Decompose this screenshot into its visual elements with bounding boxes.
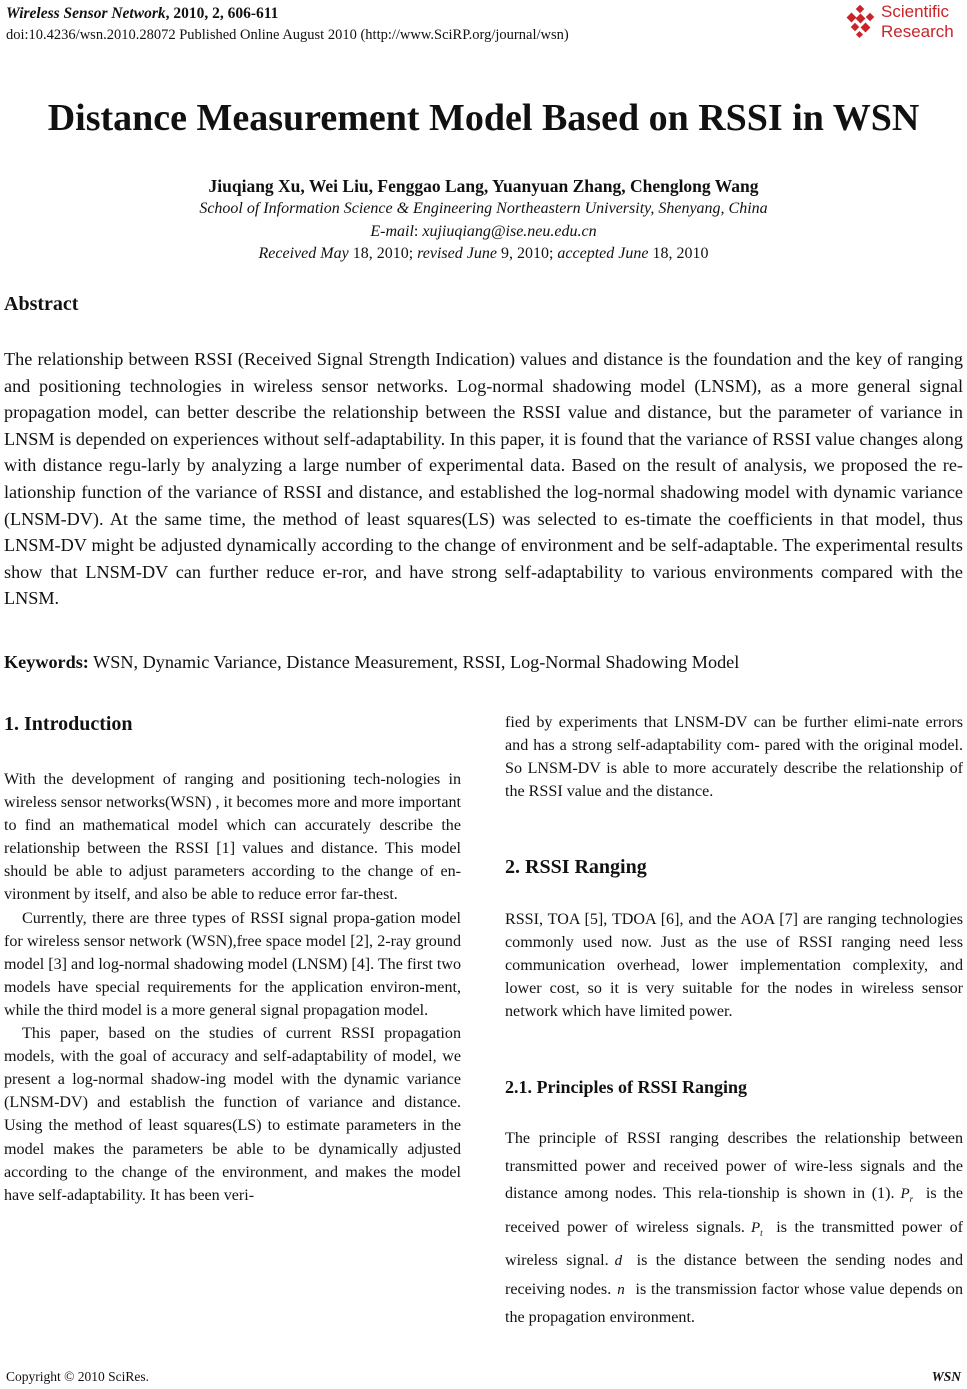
symbol-d: d: [614, 1253, 623, 1269]
section-2-heading: 2. RSSI Ranging: [505, 856, 647, 878]
logo-line-2: Research: [881, 22, 954, 41]
email-separator: :: [413, 223, 423, 240]
page-header: [6, 4, 961, 50]
accepted-label: accepted June: [557, 245, 649, 262]
symbol-pt-sub: t: [760, 1227, 763, 1238]
right-column-rssi: [505, 908, 963, 1023]
intro-paragraph-2: Currently, there are three types of RSSI signal propa-gation model for wireless sensor network (WSN),free space model [2], 2-ray ground model [3] and log-normal shadowing model (LNSM) [4]. The first two models have special requirements for the application environ-ment, while the third model is a more general signal propagation model.: [4, 909, 461, 1019]
journal-issue: , 2010, 2, 606-611: [165, 5, 279, 22]
principles-text-d: is the distance between the sending nodes and receiving nodes.: [505, 1252, 963, 1298]
section-2-1-heading: 2.1. Principles of RSSI Ranging: [505, 1077, 748, 1097]
intro-paragraph-3: This paper, based on the studies of current RSSI propagation models, with the goal of accuracy and self-adaptability of model, we present a log-normal shadow-ing model with the dynamic variance (LNSM-DV) and establish the function of variance and distance. Using the method of least squares(LS) to estimate parameters in the model makes the parameters be able to be dynamically adjusted according to the change of the environment, and makes the model have self-adaptability. It has been veri-: [4, 1025, 461, 1204]
logo-line-1: Scientific: [881, 2, 950, 21]
principles-text-b: is the received power of wireless signals.: [505, 1185, 963, 1236]
symbol-pr-sub: r: [909, 1194, 914, 1204]
symbol-pr-base: P: [900, 1186, 910, 1202]
journal-citation: [6, 4, 278, 23]
received-dates: [0, 244, 967, 264]
symbol-pt: [745, 1220, 769, 1236]
author-list: Jiuqiang Xu, Wei Liu, Fenggao Lang, Yuanyuan Zhang, Chenglong Wang: [208, 176, 759, 196]
right-column-principles: [505, 1125, 963, 1332]
affiliation: School of Information Science & Engineering Northeastern University, Shenyang, China: [199, 200, 768, 217]
email-line: [0, 222, 967, 242]
intro-paragraph-continued: fied by experiments that LNSM-DV can be further elimi-nate errors and has a strong self-adaptability com- pared with the original model. So LNSM-DV is able to more accurately describe the relationship of the RSSI value and the distance.: [505, 714, 963, 801]
left-column: [4, 768, 461, 1207]
principles-paragraph: [505, 1125, 963, 1332]
doi-line: doi:10.4236/wsn.2010.28072 Published Online August 2010 (http://www.SciRP.org/journal/wsn): [6, 27, 569, 43]
publisher-logo: [843, 2, 961, 46]
revised-label: revised June: [417, 245, 497, 262]
received-date: 18, 2010;: [348, 245, 418, 262]
keywords-line: [4, 650, 963, 674]
footer-copyright: Copyright © 2010 SciRes.: [6, 1369, 150, 1384]
symbol-n: n: [617, 1281, 625, 1298]
logo-text: [881, 2, 954, 42]
abstract-text: The relationship between RSSI (Received Signal Strength Indication) values and distance is the foundation and the key of ranging and positioning technologies in wireless sensor networks. Log-normal shadowing model (LNSM), as a more general signal propagation model, can better describe the relationship between the RSSI value and distance, but the parameter of variance in LNSM is depended on experiences without self-adaptability. In this paper, it is found that the variance of RSSI value changes along with distance regu-larly by analyzing a large number of experimental data. Based on the result of analysis, we proposed the re-lationship function of the variance of RSSI and distance, and established the log-normal shadowing model with dynamic variance (LNSM-DV). At the same time, the method of least squares(LS) was selected to es-timate the coefficients in that model, thus LNSM-DV might be adjusted dynamically according to the change of environment and be self-adaptable. The experimental results show that LNSM-DV can further reduce er-ror, and have strong self-adaptability to various environments compared with the LNSM.: [4, 349, 963, 609]
section-1-heading: 1. Introduction: [4, 713, 133, 735]
received-label: Received May: [258, 245, 349, 262]
revised-date: 9, 2010;: [496, 245, 558, 262]
email-address[interactable]: xujiuqiang@ise.neu.edu.cn: [422, 223, 597, 240]
footer-journal: WSN: [931, 1369, 961, 1384]
principles-text-e: is the transmission factor whose value depends on the propagation environment.: [505, 1280, 963, 1326]
keywords-label: Keywords:: [4, 652, 89, 672]
intro-paragraph-1: With the development of ranging and positioning tech-nologies in wireless sensor networks(WSN) , it becomes more and more important to find an mathematical model which can accurately describe the relationship between the RSSI [1] values and distance. This model should be able to adjust parameters according to the change of en-vironment by itself, and also be able to reduce error far-thest.: [4, 771, 461, 904]
paper-title: Distance Measurement Model Based on RSSI in WSN: [47, 97, 920, 139]
principles-text-a: The principle of RSSI ranging describes the relationship between transmitted power and received power of wire-less signals and the distance among nodes. This rela-tionship is shown in (1).: [505, 1130, 963, 1202]
accepted-date: 18, 2010: [648, 245, 709, 262]
symbol-pr: [894, 1186, 919, 1202]
principles-text-c: is the transmitted power of wireless signal.: [505, 1218, 964, 1269]
journal-name: Wireless Sensor Network: [6, 5, 166, 22]
email-label: E-mail: [370, 223, 414, 240]
scientific-research-logo-icon: [843, 4, 879, 40]
symbol-pt-base: P: [750, 1219, 761, 1236]
rssi-ranging-paragraph: RSSI, TOA [5], TDOA [6], and the AOA [7] are ranging technologies commonly used now. Just as the use of RSSI ranging need less communication overhead, lower implementation complexity, and lower cost, so it is very suitable for the nodes in wireless sensor network which have limited power.: [505, 911, 963, 1021]
right-column-top: [505, 711, 963, 803]
abstract-heading: Abstract: [4, 293, 79, 315]
keywords-list: WSN, Dynamic Variance, Distance Measurement, RSSI, Log-Normal Shadowing Model: [88, 652, 740, 672]
